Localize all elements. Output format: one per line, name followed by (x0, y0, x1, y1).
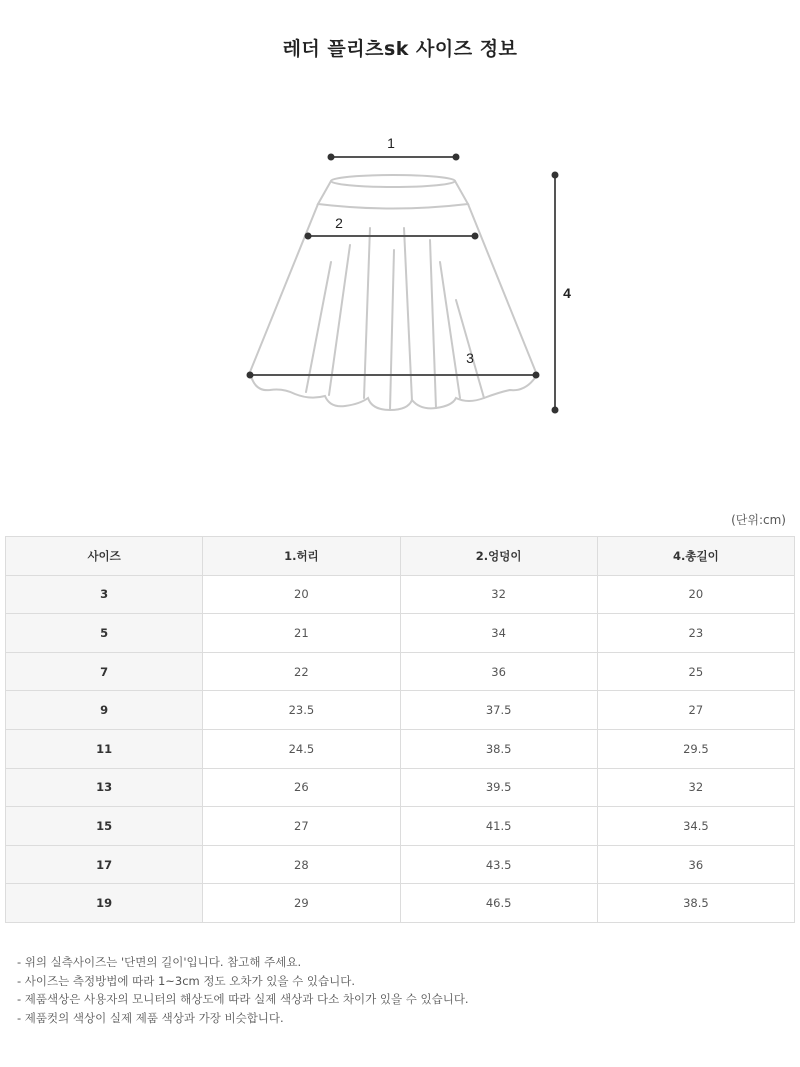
waist-cell: 29 (203, 884, 400, 923)
length-cell: 20 (597, 575, 794, 614)
waist-cell: 21 (203, 614, 400, 653)
length-cell: 25 (597, 652, 794, 691)
table-row (6, 652, 795, 691)
label-hem: 3 (466, 350, 474, 366)
table-row (6, 807, 795, 846)
hip-cell: 41.5 (400, 807, 597, 846)
unit-label: (단위:cm) (731, 513, 786, 527)
table-row (6, 845, 795, 884)
header-hip: 2.엉덩이 (400, 537, 597, 576)
hip-cell: 36 (400, 652, 597, 691)
label-length: 4 (563, 285, 571, 301)
length-cell: 32 (597, 768, 794, 807)
notes (17, 953, 469, 1027)
table-row (6, 575, 795, 614)
table-row (6, 691, 795, 730)
length-cell: 27 (597, 691, 794, 730)
length-cell: 36 (597, 845, 794, 884)
hip-cell: 37.5 (400, 691, 597, 730)
note-item: - 위의 실측사이즈는 '단면의 길이'입니다. 참고해 주세요. (17, 955, 302, 969)
table-row (6, 884, 795, 923)
table-header-row (6, 537, 795, 576)
waist-cell: 24.5 (203, 729, 400, 768)
length-cell: 34.5 (597, 807, 794, 846)
note-item: - 제품컷의 색상이 실제 제품 색상과 가장 비슷합니다. (17, 1010, 284, 1025)
waist-cell: 20 (203, 575, 400, 614)
size-cell: 3 (6, 575, 203, 614)
hip-cell: 34 (400, 614, 597, 653)
note-item: - 사이즈는 측정방법에 따라 1~3cm 정도 오차가 있을 수 있습니다. (17, 973, 356, 988)
label-waist: 1 (387, 135, 395, 151)
hip-cell: 46.5 (400, 884, 597, 923)
waist-cell: 23.5 (203, 691, 400, 730)
measure-lines (247, 154, 559, 414)
skirt-measurement-diagram (0, 120, 800, 430)
page-title: 레더 플리츠sk 사이즈 정보 (282, 38, 518, 60)
header-length: 4.총길이 (597, 537, 794, 576)
size-cell: 19 (6, 884, 203, 923)
hip-cell: 38.5 (400, 729, 597, 768)
waist-cell: 26 (203, 768, 400, 807)
table-row (6, 768, 795, 807)
length-cell: 23 (597, 614, 794, 653)
size-cell: 17 (6, 845, 203, 884)
length-cell: 29.5 (597, 729, 794, 768)
waist-cell: 28 (203, 845, 400, 884)
size-cell: 5 (6, 614, 203, 653)
header-size: 사이즈 (6, 537, 203, 576)
hip-cell: 32 (400, 575, 597, 614)
size-cell: 13 (6, 768, 203, 807)
label-hip: 2 (335, 215, 343, 231)
size-table (5, 536, 795, 923)
table-row (6, 729, 795, 768)
waist-cell: 27 (203, 807, 400, 846)
size-cell: 11 (6, 729, 203, 768)
size-cell: 9 (6, 691, 203, 730)
hip-cell: 43.5 (400, 845, 597, 884)
header-waist: 1.허리 (203, 537, 400, 576)
length-cell: 38.5 (597, 884, 794, 923)
table-row (6, 614, 795, 653)
note-item: - 제품색상은 사용자의 모니터의 해상도에 따라 실제 색상과 다소 차이가 있을 수 있습니다. (17, 992, 469, 1006)
size-cell: 15 (6, 807, 203, 846)
hip-cell: 39.5 (400, 768, 597, 807)
waist-cell: 22 (203, 652, 400, 691)
size-cell: 7 (6, 652, 203, 691)
